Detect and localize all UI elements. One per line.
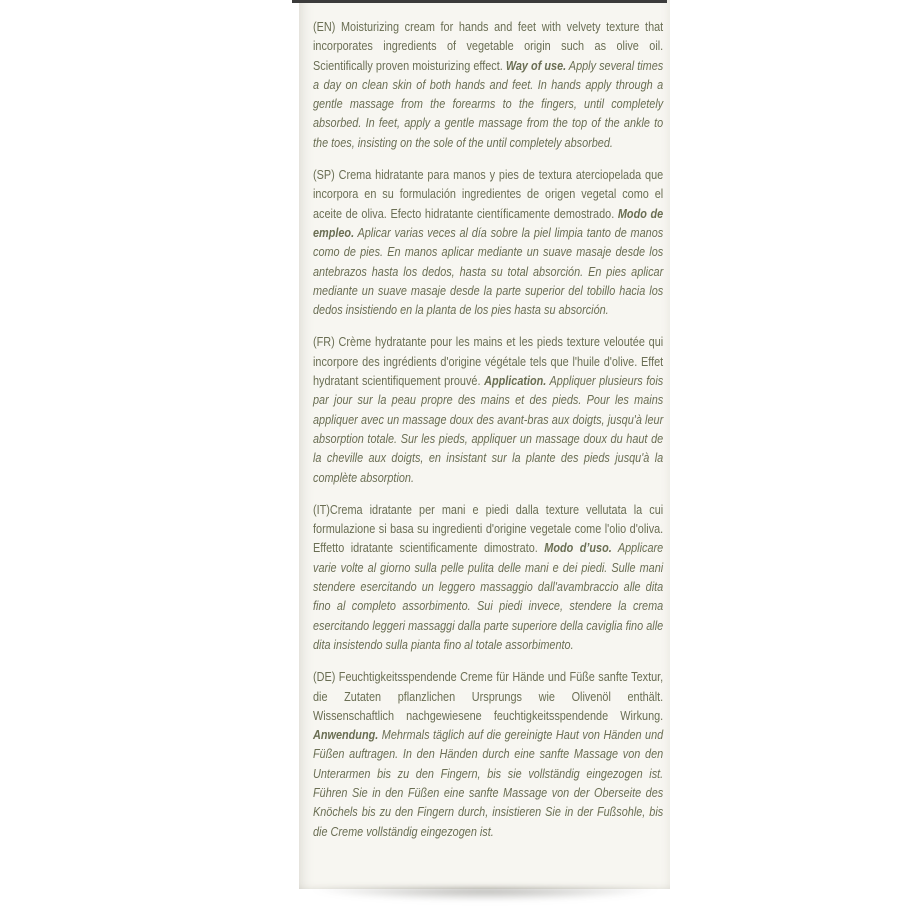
paragraph-en-intro: (EN) Moisturizing cream for hands and feet with velvety texture that incorporates ingredients of vegetable origin such as olive oil. Scientifically proven moisturizing effect.	[313, 19, 664, 73]
paragraph-it	[313, 500, 663, 654]
paragraph-en-body: Apply several times a day on clean skin of both hands and feet. In hands apply through a gentle massage from the forearms to the fingers, until completely absorbed. In feet, apply a gentle massage from the top of the ankle to the toes, insisting on the sole of the until completely absorbed.	[313, 57, 664, 150]
paragraph-de-heading: Anwendung.	[313, 727, 379, 743]
panel-drop-shadow	[286, 888, 684, 905]
paragraph-it-intro: (IT)Crema idratante per mani e piedi dalla texture vellutata la cui formulazione si basa su ingredienti d'origine vegetale come l'olio d'oliva. Effetto idratante scientificamente dimostrato.	[313, 501, 664, 556]
paragraph-fr-body: Appliquer plusieurs fois par jour sur la peau propre des mains et des pieds. Pour les mains appliquer avec un massage doux des avant-bras aux doigts, jusqu'à leur absorption totale. Sur les pieds, appliquer un massage doux du haut de la cheville aux doigts, en insistant sur la plante des pieds jusqu'à la complète absorption.	[313, 373, 664, 485]
paragraph-en-heading: Way of use.	[505, 57, 567, 73]
paragraph-de	[313, 667, 663, 841]
paragraph-fr-heading: Application.	[484, 373, 547, 389]
paragraph-it-heading: Modo d’uso.	[544, 540, 612, 556]
paragraph-fr-intro: (FR) Crème hydratante pour les mains et les pieds texture veloutée qui incorpore des ingrédients d'origine végétale tels que l'huile d'olive. Effet hydratant scientifiquement prouvé.	[313, 334, 664, 389]
paragraph-fr	[313, 332, 663, 486]
packaging-panel	[299, 0, 670, 889]
paragraph-it-body: Applicare varie volte al giorno sulla pelle pulita delle mani e dei piedi. Sulle mani stendere esercitando un leggero massaggio dall'avambraccio alle dita fino al completo assorbimento. Sui piedi invece, stendere la crema esercitando leggeri massaggi dalla parte superiore della caviglia fino alle dita insistendo sulla pianta fino al totale assorbimento.	[313, 540, 664, 652]
paragraph-de-intro: (DE) Feuchtigkeitsspendende Creme für Hände und Füße sanfte Textur, die Zutaten pflanzlichen Ursprungs wie Olivenöl enthält. Wissenschaftlich nachgewiesene feuchtigkeitsspendende Wirkung.	[313, 669, 664, 723]
panel-top-edge-line	[292, 0, 667, 3]
directions-text-block	[313, 17, 663, 841]
paragraph-sp-heading: Modo de empleo.	[313, 205, 664, 240]
paragraph-sp	[313, 165, 663, 319]
paragraph-sp-body: Aplicar varias veces al día sobre la piel limpia tanto de manos como de pies. En manos aplicar mediante un suave masaje desde los antebrazos hasta los dedos, hasta su total absorción. En pies aplicar mediante un suave masaje desde la parte superior del tobillo hacia los dedos insistiendo en la planta de los pies hasta su absorción.	[313, 224, 664, 318]
paragraph-de-body: Mehrmals täglich auf die gereinigte Haut von Händen und Füßen auftragen. In den Händen durch eine sanfte Massage von den Unterarmen bis zu den Fingern, bis sie vollständig eingezogen ist. Führen Sie in den Füßen eine sanfte Massage von der Oberseite des Knöchels bis zu den Fingern durch, insistieren Sie in der Fußsohle, bis die Creme vollständig eingezogen ist.	[313, 727, 664, 839]
paragraph-sp-intro: (SP) Crema hidratante para manos y pies de textura aterciopelada que incorpora en su formulación ingredientes de origen vegetal como el aceite de oliva. Efecto hidratante científicamente demostrado.	[313, 167, 664, 221]
paragraph-en	[313, 17, 663, 152]
